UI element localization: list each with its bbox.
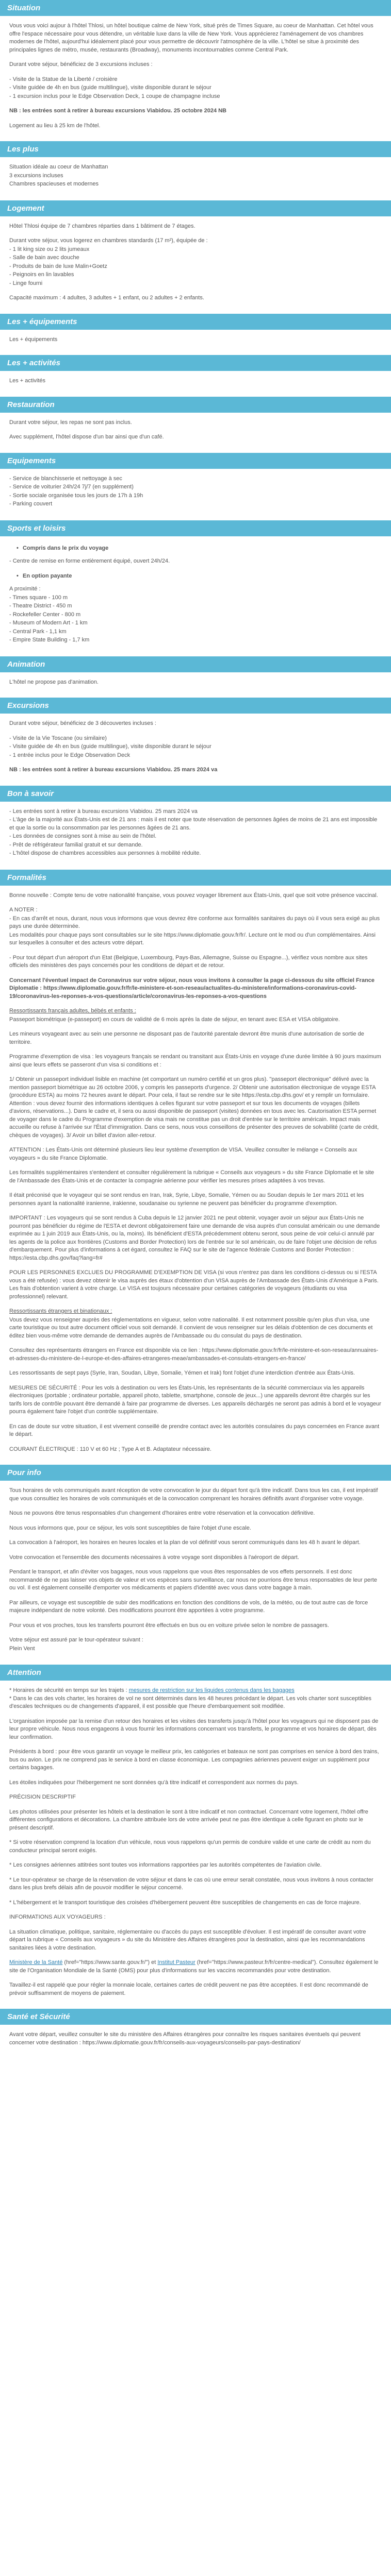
section-header-equipements-plus: Les + équipements (0, 314, 391, 330)
list-item: 3 excursions incluses (9, 172, 63, 179)
formalites-minors: Les mineurs voyageant avec au sein une personne ne disposant pas de l'autorité parentale devront être munis d'une autorisation de sortie de territoire. (9, 1031, 364, 1045)
activites-plus-text: Les + activités (9, 378, 46, 384)
attention-car-rental: * Si votre réservation comprend la location d'un véhicule, nous vous rappelons qu'un permis de conduire valide et une carte de crédit au nom du conducteur principal seront exigés. (9, 1839, 371, 1854)
situation-note: NB : les entrées sont à retirer à bureau excursions Viabidou. 25 octobre 2024 NB (9, 108, 227, 114)
attention-situation: La situation climatique, politique, sanitaire, réglementaire ou d'accès du pays est susceptible d'évoluer. Il est impératif de consulter avant votre départ la rubrique « Conseils aux voyageurs » du site du Ministère des Affaires étrangères pour la destination, ainsi que les recommandations sanitaires liées à votre destination. (9, 1928, 366, 1951)
list-item: - Rockefeller Center - 800 m (9, 611, 81, 618)
situation-excursions-lead: Durant votre séjour, bénéficiez de 3 excursions incluses : (9, 61, 153, 67)
section-pour-info (0, 1481, 391, 1659)
list-item: - Peignoirs en lin lavables (9, 272, 74, 278)
attention-force-majeure: * L'hébergement et le transport touristique des croisées d'hébergement peuvent être susceptibles de changements en cas de force majeure. (9, 1899, 361, 1906)
attention-onboard: Présidents à bord : pour être vous garantir un voyage le meilleur prix, les catégories et bateaux ne sont pas comprises en service à bord des trains, bus ou avion. Le prix ne comprend pas le service à bord en classe économique. Les compagnies aériennes peuvent exiger un supplément pour certains bagages. (9, 1749, 379, 1771)
sports-optional-list (17, 572, 382, 581)
logement-room-list (9, 237, 382, 287)
section-situation (0, 16, 391, 136)
list-item: - 1 entrée inclus pour le Edge Observation Deck (9, 752, 131, 758)
sports-included-list (17, 545, 382, 553)
attention-air-rules: * Les consignes aériennes attitrées sont toutes vos informations rapportées par les autorités compétentes de l'aviation civile. (9, 1862, 322, 1868)
attention-operator: * Le tour-opérateur se charge de la réservation de votre séjour et dans le cas où une erreur serait constatée, nous vous invitons à nous contacter dans les plus brefs délais afin de pouvoir modifier le séjour concerné. (9, 1876, 373, 1891)
sports-nearby-lead: A proximité : (9, 586, 41, 592)
sports-included-label: • Compris dans le prix du voyage (17, 545, 382, 553)
list-item: - Times square - 100 m (9, 594, 68, 601)
formalites-nationals-text: Passeport biométrique (e-passeport) en cours de validité de 6 mois après la date de séjour, en tenant avec ESA et VISA obligatoire. (9, 1016, 340, 1023)
formalites-extra: Les formalités supplémentaires s'entendent et consulter régulièrement la rubrique « Conseils aux voyageurs » du site France Diplomatie et le site de l'Ambassade des États-Unis et de contacter la compagnie aérienne pour vérifier les mesures prises adaptées à vos trevas. (9, 1170, 374, 1184)
list-item: - Sortie sociale organisée tous les jours de 17h à 19h (9, 492, 143, 499)
info-schedule-change: Nous ne pouvons être tenus responsables d'un changement d'horaires entre votre réservation et la convocation définitive. (9, 1510, 315, 1516)
section-header-formalites: Formalités (0, 870, 391, 886)
section-formalites (0, 886, 391, 1460)
section-restauration (0, 413, 391, 448)
info-operator-lead: Votre séjour est assuré par le tour-opérateur suivant : (9, 1637, 143, 1643)
formalites-exclusions: Il était préconisé que le voyageur qui se sont rendus en Iran, Irak, Syrie, Libye, Somalie, Yémen ou au Soudan depuis le 1er mars 2011 et les personnes ayant la nationalité iranienne, irakienne, soudanaise ou syrienne ne peuvent pas bénéficier du programme d'exemption. (9, 1192, 364, 1207)
list-item: - Visite guidée de 4h en bus (guide multilingue), visite disponible durant le séjour (9, 743, 211, 750)
formalites-note-line: - En cas d'arrêt et nous, durant, nous vous informons que vous devrez être conforme aux formalités sanitaires du pays où il vous sera exigé au plus pays une durée déterminée. (9, 915, 380, 929)
logement-capacity: Capacité maximum : 4 adultes, 3 adultes + 1 enfant, ou 2 adultes + 2 enfants. (9, 295, 204, 301)
formalites-esta: 1/ Obtenir un passeport individuel lisible en machine (et comportant un numéro certifié et un gros plus). "passeport électronique" délivré avec la mention passeport biométrique au 26 octobre 2006, y compris les passeports d'urgence. 2/ Obtenir une autorisation électronique de voyage ESTA (procédure ESTA) au moins 72 heures avant le départ. Pour cela, il faut se rendre sur le site https://esta.cbp.dhs.gov/ et y remplir un formulaire. Attention : vous devez fournir des informations identiques à celles figurant sur votre passeport et sur tous les documents de voyages (billets d'avions, réservations...). Dans le cadre et, il sera ou aussi disponible de passeport (visites) données en tous avec les. Cautorisation ESTA permet de voyager dans le cadre du Programme d'exemption de visa mais ne constitue pas un droit d'entrée sur le territoire américain. Impact mais accueille ou refuse à l'arrivée sur l'État d'immigration. Dans ce sens, nous vous conseillons de présenter des preuves de solvabilité (carte de crédit, chèques de voyages). 3/ Avoir un billet d'avion aller-retour. (9, 1076, 379, 1139)
section-header-animation: Animation (0, 656, 391, 672)
attention-stars: Les étoiles indiquées pour l'hébergement ne sont données qu'à titre indicatif et correspondent aux normes du pays. (9, 1779, 299, 1786)
section-excursions (0, 714, 391, 781)
attention-liquids (9, 1687, 382, 1711)
section-activites-plus (0, 371, 391, 392)
section-header-plus: Les plus (0, 141, 391, 157)
attention-photos: Les photos utilisées pour présenter les hôtels et la destination le sont à titre indicatif et non contractuel. Concernant votre logement, l'hôtel offre différentes configurations et décorations. La chambre attribuée lors de votre arrivée peut ne pas être identique à celle figurant en photo sur le présent descriptif. (9, 1808, 368, 1831)
logement-intro: Hôtel Thlosi équipe de 7 chambres réparties dans 1 bâtiment de 7 étages. (9, 223, 196, 229)
sports-nearby-list (9, 585, 382, 645)
restauration-bar: Avec supplément, l'hôtel dispose d'un bar ainsi que d'un café. (9, 434, 164, 440)
list-item: - Salle de bain avec douche (9, 255, 79, 261)
formalites-note-line: Les modalités pour chaque pays sont consultables sur le site https://www.diplomatie.gouv.fr/fr/. Lecture ont le mod ou d'un complémentaires. Ainsi sur lesquelles à consulter et des acteurs votre départ. (9, 931, 376, 946)
list-item: - Prêt de réfrigérateur familial gratuit et sur demande. (9, 841, 143, 848)
attention-currency: Tavaillez-il est rappelé que pour régler la monnaie locale, certaines cartes de crédit peuvent ne pas être acceptées. Il est donc recommandé de prévoir suffisamment de moyens de paiement. (9, 1982, 368, 1996)
list-item: - Theatre District - 450 m (9, 603, 72, 609)
list-item: - Central Park - 1,1 km (9, 628, 67, 635)
sante-text: Avant votre départ, veuillez consulter le site du ministère des Affaires étrangères pour connaître les risques sanitaires éventuels qui peuvent concerner votre destination : https://www.diplomatie.gouv.fr/fr/conseils-aux-voyageurs/conseils-par-pays-destination/ (9, 2031, 361, 2046)
equipements-list (9, 475, 382, 509)
formalites-coronavirus: Concernant l'éventuel impact de Coronavirus sur votre séjour, nous vous invitons à consulter la page ci-dessous du site officiel France Diplomatie : https://www.diplomatie.gouv.fr/fr/le-ministere-et-son-reseau/actualites-du-ministere/informations-coronavirus-covid-19/coronavirus-les-reponses-a-vos-questions/article/coronavirus-les-reponses-a-vos-questions (9, 977, 375, 999)
list-item: - Produits de bain de luxe Malin+Goetz (9, 263, 107, 269)
list-item: - L'âge de la majorité aux États-Unis est de 21 ans : mais il est noter que toute réservation de personnes âgées de moins de 21 ans est impossible et que la sortie ou la consommation par les personnes âgées de 21 ans. (9, 817, 378, 831)
list-item: - Museum of Modern Art - 1 km (9, 620, 88, 626)
sports-optional-label: • En option payante (17, 572, 382, 581)
list-item: Chambres spacieuses et modernes (9, 181, 99, 187)
formalites-doubt: En cas de doute sur votre situation, il est vivement conseillé de prendre contact avec les autorités consulaires du pays concernées en France avant le départ. (9, 1423, 380, 1437)
excursions-intro: Durant votre séjour, bénéficiez de 3 découvertes incluses : (9, 720, 156, 726)
info-modifications: Par ailleurs, ce voyage est susceptible de subir des modifications en fonction des conditions de vols, de la météo, ou de tout autre cas de force majeure indépendant de notre volonté. Des modifications pourront être apportées à votre programme. (9, 1599, 368, 1614)
formalites-intro: Bonne nouvelle : Compte tenu de votre nationalité française, vous pouvez voyager librement aux États-Unis, quel que soit votre présence vaccinal. (9, 892, 378, 899)
list-item: - Service de blanchisserie et nettoyage à sec (9, 475, 122, 482)
info-operator (9, 1636, 382, 1653)
section-equipements (0, 469, 391, 515)
section-header-equipements: Equipements (0, 453, 391, 469)
list-item: - 1 lit king size ou 2 lits jumeaux (9, 246, 90, 252)
section-logement (0, 216, 391, 309)
situation-excursion-list (9, 76, 382, 101)
list-item: - 1 excursion inclus pour le Edge Observation Deck, 1 coupe de champagne incluse (9, 93, 220, 99)
formalites-nationals-head: Ressortissants français adultes, bébés et enfants : (9, 1008, 136, 1014)
liquids-restrictions-link[interactable]: mesures de restriction sur les liquides contenus dans les bagages (128, 1687, 295, 1693)
section-header-restauration: Restauration (0, 397, 391, 413)
attention-liquids-lead: * Horaires de sécurité en temps sur les trajets : (9, 1687, 127, 1693)
section-header-activites-plus: Les + activités (0, 355, 391, 371)
formalites-banned: Les ressortissants de sept pays (Syrie, Iran, Soudan, Libye, Somalie, Yémen et Irak) font l'objet d'une interdiction d'entrée aux États-Unis. (9, 1370, 355, 1376)
situation-intro: Vous vous voici aujour à l'hôtel Thlosi, un hôtel boutique calme de New York, situé près de Times Square, au coeur de Manhattan. Cet hôtel vous offre l'espace nécessaire pour vous détendre, un véritable luxe dans la ville de New York. Vous apprécierez l'aménagement de vos chambres modernes de l'hôtel, aujourd'hui idéalement placé pour vous permettre de découvrir l'atmosphère de la ville. L'hôtel se situe à proximité des principales lignes de métro, musée, restaurants (Broadway), monuments incontournables comme Central Park. (9, 23, 373, 53)
formalites-visa-program: Programme d'exemption de visa : les voyageurs français se rendant ou transitant aux États-Unis en voyage d'une durée limitée à 90 jours maximum ainsi que leurs effets se passeront d'un visa si conditions et : (9, 1054, 381, 1068)
section-plus (0, 157, 391, 195)
formalites-note-head: A NOTER : (9, 907, 38, 913)
list-item: - Visite guidée de 4h en bus (guide multilingue), visite disponible durant le séjour (9, 84, 211, 91)
formalites-attention: ATTENTION : Les États-Unis ont déterminé plusieurs lieu leur système d'exemption de VISA. Veuillez consulter le mélange « Conseils aux voyageurs » du site France Diplomatie. (9, 1147, 357, 1161)
situation-logement: Logement au lieu à 25 km de l'hôtel. (9, 122, 101, 129)
attention-health-links (9, 1959, 382, 1975)
list-item: - Parking couvert (9, 501, 53, 507)
section-header-sante: Santé et Sécurité (0, 2009, 391, 2025)
excursions-note: NB : les entrées sont à retirer à bureau excursions Viabidou. 25 mars 2024 va (9, 767, 218, 773)
formalites-departure: - Pour tout départ d'un aéroport d'un Etat (Belgique, Luxembourg, Pays-Bas, Allemagne, Suisse ou Espagne...), vérifiez vous nombre aux sites officiels des ministères des pays concernés pour les conditions de départ et de retour. (9, 954, 368, 969)
list-item: - Service de voiturier 24h/24 7j/7 (en supplément) (9, 484, 134, 490)
section-sante (0, 2025, 391, 2053)
info-convocation: La convocation à l'aéroport, les horaires en heures locales et la plan de vol définitif vous seront communiqués dans les 48 h avant le départ. (9, 1539, 361, 1546)
section-bon-a-savoir (0, 802, 391, 865)
formalites-representatives: Consultez des représentants étrangers en France est disponible via ce lien : https://www.diplomatie.gouv.fr/fr/le-ministere-et-son-reseau/annuaires-et-adresses-du-ministere-de-l-europe-et-des-affaires-etrangeres-meae/ambassades-et-consulats-etrangers-en-france/ (9, 1347, 379, 1362)
bon-a-savoir-list (9, 808, 382, 858)
info-stopover: Nous vous informons que, pour ce séjour, les vols sont susceptibles de faire l'objet d'une escale. (9, 1524, 251, 1531)
equipements-plus-text: Les + équipements (9, 336, 58, 343)
sports-included-text: - Centre de remise en forme entièrement équipé, ouvert 24h/24. (9, 558, 170, 564)
formalites-power: COURANT ÉLECTRIQUE : 110 V et 60 Hz ; Type A et B. Adaptateur nécessaire. (9, 1446, 211, 1452)
formalites-foreigners-text: Vous devez vous renseigner auprès des réglementations en vigueur, selon votre nationalité. Il est notamment possible qu'en plus d'un visa, une carte touristique ou tout autre document officiel vous soit demandé. Il convient de vous renseigner sur les délais d'obtention de ces documents et éditez bien vous-même votre demande de demandes auprès de l'Ambassade ou du consulat du pays de destination. (9, 1316, 373, 1339)
plus-list (9, 163, 382, 189)
info-transfers: Pour vous et vos proches, tous les transferts pourront être effectués en bus ou en voiture privée selon le nombre de passagers. (9, 1622, 329, 1629)
attention-travellers-head: INFORMATIONS AUX VOYAGEURS : (9, 1914, 106, 1920)
list-item: - Les entrées sont à retirer à bureau excursions Viabidou. 25 mars 2024 va (9, 808, 198, 815)
formalites-foreigners (9, 1308, 382, 1340)
list-item: - Visite de la Vie Toscane (ou similaire) (9, 735, 107, 741)
info-documents: Votre convocation et l'ensemble des documents nécessaires à votre voyage sont disponibles à l'aéroport de départ. (9, 1554, 299, 1561)
section-header-excursions: Excursions (0, 698, 391, 714)
ministere-sante-link[interactable]: Ministère de la Santé (9, 1959, 63, 1965)
list-item: - L'hôtel dispose de chambres accessibles aux personnes à mobilité réduite. (9, 850, 201, 856)
info-operator-name: Plein Vent (9, 1645, 35, 1652)
section-attention (0, 1681, 391, 2004)
section-animation (0, 672, 391, 693)
list-item: - Empire State Building - 1,7 km (9, 637, 90, 643)
attention-precision-head: PRÉCISION DESCRIPTIF (9, 1794, 76, 1800)
list-item: - Linge fourni (9, 280, 43, 286)
attention-health-mid: (href="https://www.sante.gouv.fr/") et (62, 1959, 158, 1965)
attention-charter: * Dans le cas des vols charter, les horaires de vol ne sont déterminés dans les 48 heures précédant le départ. Les vols charter sont susceptibles d'escales techniques ou de changements d'appareil, il est possible que l'heure d'embarquement soit modifiée. (9, 1695, 371, 1709)
animation-text: L'hôtel ne propose pas d'animation. (9, 679, 99, 685)
info-belongings: Pendant le transport, et afin d'éviter vos bagages, nous vous rappelons que vous êtes responsables de vos effets personnels. Il est donc recommandé de ne pas laisser vos objets de valeur et vos espèces sans surveillance, car nous ne pourrions être tenus responsables de leur perte ou vol. Il est également conseillé d'emporter vos médicaments et papiers d'identité avec vous dans votre bagage à main. (9, 1569, 377, 1591)
institut-pasteur-link[interactable]: Institut Pasteur (157, 1959, 196, 1965)
attention-health-tail: (href="https://www.pasteur.fr/fr/centre-medical"). Consultez également le site de l'Organisation Mondiale de la Santé (OMS) pour plus d'informations sur les vaccins recommandés pour votre destination. (9, 1959, 379, 1974)
section-equipements-plus (0, 330, 391, 350)
section-header-attention: Attention (0, 1665, 391, 1681)
excursions-list (9, 735, 382, 760)
info-flight-times: Tous horaires de vols communiqués avant réception de votre convocation le jour du départ font qu'à titre indicatif. Dans tous les cas, il est impératif que vous consultiez les horaires de vols communiqués et de la convocation comprenant les horaires définitifs avant d'organiser votre voyage. (9, 1487, 378, 1502)
section-header-bon-a-savoir: Bon à savoir (0, 786, 391, 802)
formalites-note (9, 906, 382, 947)
section-header-pour-info: Pour info (0, 1465, 391, 1481)
formalites-security: MESURES DE SÉCURITÉ : Pour les vols à destination ou vers les États-Unis, les représentants de la sécurité commerciaux via les appareils électroniques (portable ; ordinateur portable, appareil photo, tablette, smartphone, console de jeux...) une appareils devront être chargés sur les tarifs lors de contrôle pouvant être demandé à faire par programme de diverses. Les appareils déchargés ne seront pas admis à bord et le voyageur pourra également faire l'objet d'un contrôle supplémentaire. (9, 1384, 381, 1415)
section-header-logement: Logement (0, 200, 391, 216)
restauration-meals: Durant votre séjour, les repas ne sont pas inclus. (9, 419, 132, 426)
list-item: - Les données de consignes sont à mise au sein de l'hôtel. (9, 833, 157, 839)
logement-room-lead: Durant votre séjour, vous logerez en chambres standards (17 m²), équipée de : (9, 238, 208, 244)
list-item: - Visite de la Statue de la Liberté / croisière (9, 76, 118, 82)
section-header-situation: Situation (0, 0, 391, 16)
list-item: Situation idéale au coeur de Manhattan (9, 164, 108, 170)
section-sports (0, 536, 391, 651)
section-header-sports: Sports et loisirs (0, 520, 391, 536)
formalites-nationals (9, 1007, 382, 1024)
formalites-important: IMPORTANT : Les voyageurs qui se sont rendus à Cuba depuis le 12 janvier 2021 ne peut obtenir, voyager avoir un séjour aux États-Unis ne pourront pas bénéficier du régime de l'ESTA et devront obligatoirement faire une demande de visa auprès d'un consulat américain ou une demande exprimée au 1 juin 2019 aux États-Unis, ou la, moins). Ils bénéficient d'ESTA précédemment obtenu seront, sous peine de voir celui-ci annulé par les agents de la police aux frontières (Customs and Border Protection) lors de l'entrée sur le sol américain, ou de faire l'objet une décision de refus d'embarquement. Pour plus d'informations à cet égard, consultez le FAQ sur le site de l'agence fédérale Customs and Border Protection : https://esta.cbp.dhs.gov/faq?lang=fr# (9, 1215, 380, 1261)
formalites-foreigners-head: Ressortissants étrangers et binationaux : (9, 1308, 112, 1314)
attention-organisation: L'organisation imposée par la remise d'un retour des horaires et les visites des transferts jusqu'à l'hôtel pour les voyageurs qui ne disposent pas de leur propre véhicule. Nous nous engageons à vous fournir les informations concernant vos transferts, le programme et vos horaires de départ, dès leur confirmation. (9, 1718, 379, 1740)
formalites-excluded-persons: POUR LES PERSONNES EXCLUES DU PROGRAMME D'EXEMPTION DE VISA (si vous n'entrez pas dans les conditions ci-dessus ou si l'ESTA vous a été refusée) : vous devez obtenir le visa auprès des étaux d'obtention d'un VISA auprès de l'Ambassade des États-Unis d'Amérique à Paris. Les frais d'obtention varient à votre charge. Le VISA est toujours nécessaire pour certaines catégories de voyageurs (étudiants ou visa professionnel) relevant. (9, 1269, 379, 1300)
